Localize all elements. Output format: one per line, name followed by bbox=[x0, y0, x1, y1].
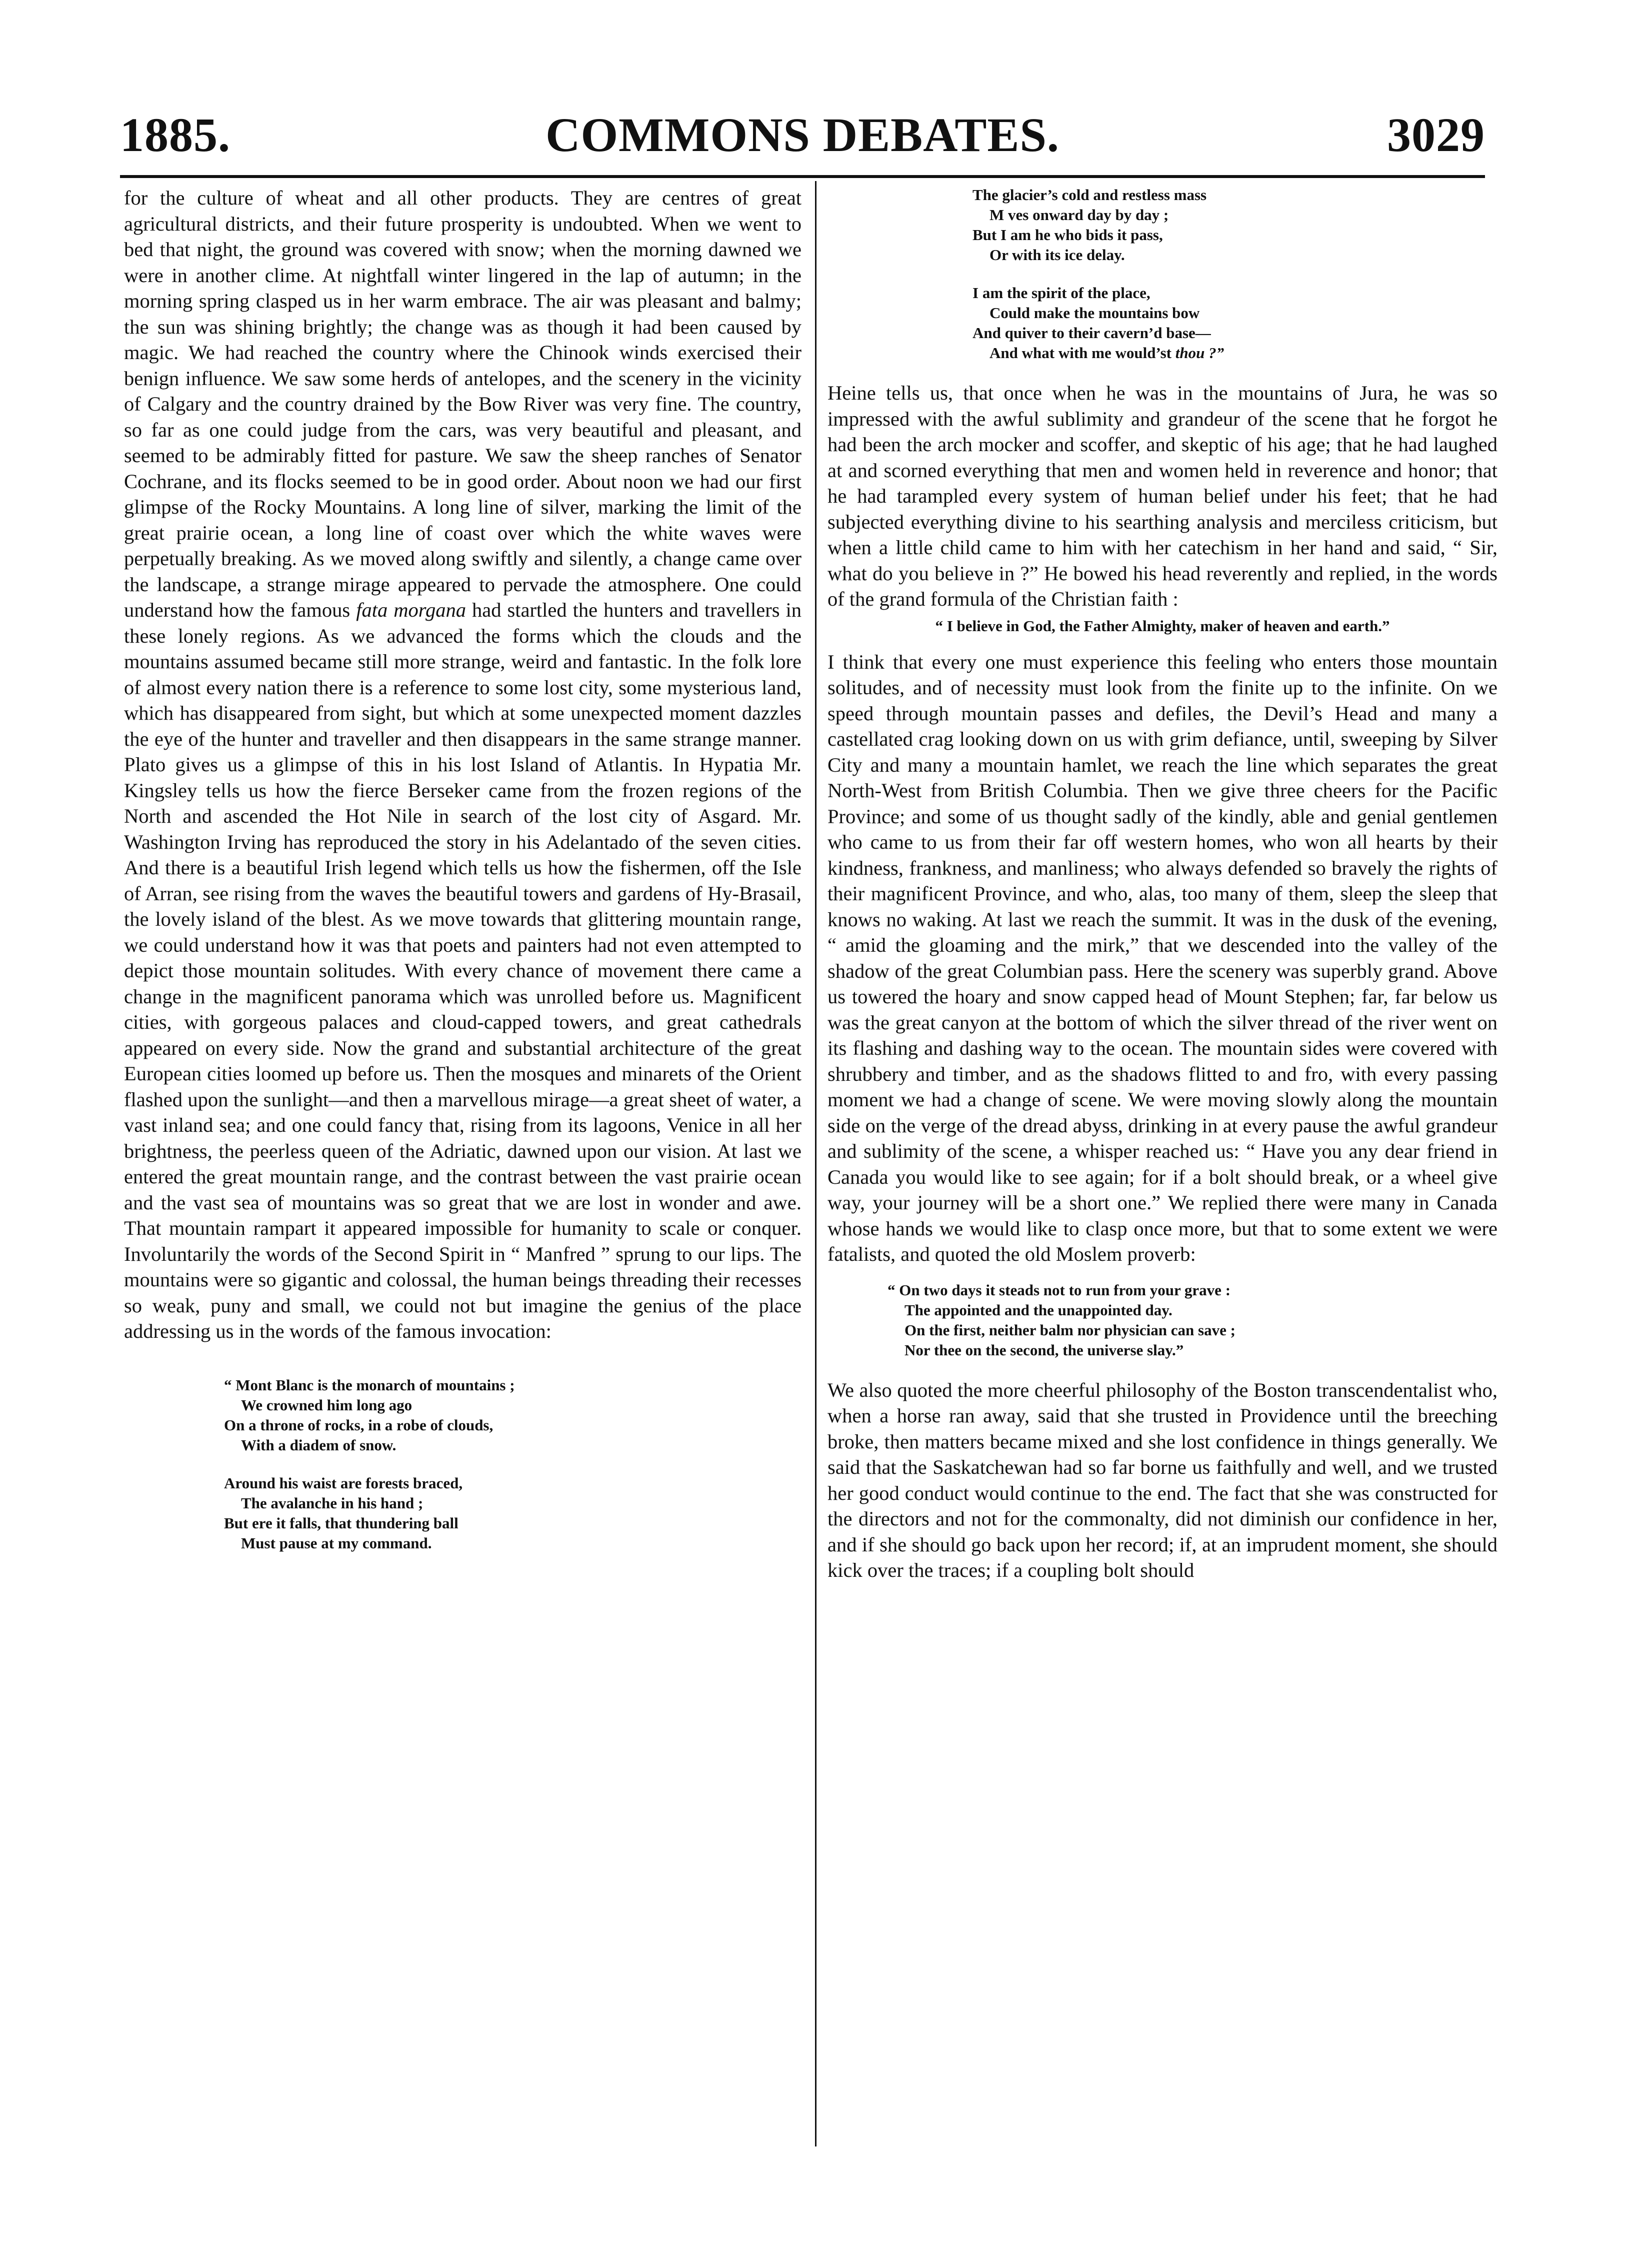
poem-line: “ Mont Blanc is the monarch of mountains ; bbox=[224, 1376, 515, 1394]
italic-term: fata morgana bbox=[356, 599, 466, 621]
stanza-break bbox=[224, 1455, 802, 1473]
page-header bbox=[120, 105, 1485, 170]
stanza-break bbox=[972, 265, 1498, 283]
publication-title: COMMONS DEBATES. bbox=[546, 108, 1060, 162]
mountain-paragraph: I think that every one must experience this feeling who enters those mountain solitudes, and of necessity must look from the finite up to the infinite. On we speed through mountain passes and defiles, the Devil’s Head and many a castellated crag looking down on us with grim defiance, until, sweeping by Silver City and many a mountain hamlet, we reach the line which separates the great North-West from British Columbia. Then we give three cheers for the Pacific Province; and some of us thought sadly of the kindly, able and genial gentlemen who came to us from their far off western homes, who won all hearts by their kindness, frankness, and manliness; who always defended so bravely the rights of their magnificent Province, and who, alas, too many of them, sleep the sleep that knows no waking. At last we reach the summit. It was in the dusk of the evening, “ amid the gloaming and the mirk,” that we descended into the valley of the shadow of the great Columbian pass. Here the scenery was superbly grand. Above us towered the hoary and snow capped head of Mount Stephen; far, far below us was the great canyon at the bottom of which the silver thread of the river went on its flashing and dashing way to the ocean. The mountain sides were covered with shrubbery and timber, and as the shadows flitted to and fro, with every passing moment we had a change of scene. We were moving slowly along the mountain side on the verge of the dread abyss, drinking in at every pause the awful grandeur and sublimity of the scene, a whisper reached us: “ Have you any dear friend in Canada you would like to see again; for if a bolt should break, or a wheel give way, your journey will be a short one.” We replied there were many in Canada whose hands we would like to clasp once more, but that to some extent we were fatalists, and quoted the old Moslem proverb: bbox=[828, 650, 1498, 1265]
poem-italic-word: thou ?” bbox=[1175, 344, 1224, 362]
poem-line-text: And what with me would’st bbox=[990, 344, 1172, 362]
poem-line: And quiver to their cavern’d base— bbox=[972, 324, 1211, 342]
page-number: 3029 bbox=[1387, 108, 1485, 162]
poem-line: Must pause at my command. bbox=[241, 1534, 432, 1552]
manfred-poem-right bbox=[828, 185, 1498, 363]
creed-quote: “ I believe in God, the Father Almighty, maker of heaven and earth.” bbox=[935, 617, 1390, 635]
heine-paragraph: Heine tells us, that once when he was in the mountains of Jura, he was so impressed with the awful sublimity and grandeur of the scene that he forgot he had been the arch mocker and scoffer, and skeptic of his age; that he had laughed at and scorned everything that men and women held in reverence and honor; that he had tarampled every system of human belief under his feet; that he had subjected everything divine to his searthing analysis and merciless criticism, but when a little child came to him with her catechism in her hand and said, “ Sir, what do you believe in ?” He bowed his head reverently and replied, in the words of the grand formula of the Christian faith : bbox=[828, 382, 1498, 610]
poem-line: The avalanche in his hand ; bbox=[241, 1494, 424, 1512]
header-rule bbox=[120, 175, 1485, 178]
proverb-line: On the first, neither balm nor physician can save ; bbox=[904, 1321, 1236, 1339]
poem-line: But ere it falls, that thundering ball bbox=[224, 1514, 458, 1532]
left-column bbox=[124, 185, 802, 1570]
header-year: 1885. bbox=[120, 108, 230, 162]
poem-line: M ves onward day by day ; bbox=[990, 206, 1169, 224]
left-paragraph-text: for the culture of wheat and all other products. They are centres of great agricultural districts, and their future prosperity is undoubted. When we went to bed that night, the ground was covered with snow; when the morning dawned we were in another clime. At nightfall winter lingered in the lap of autumn; in the morning spring clasped us in her warm embrace. The air was pleasant and balmy; the sun was shining brightly; the change was as though it had been caused by magic. We had reached the country where the Chinook winds exercised their benign influence. We saw some herds of antelopes, and the scenery in the vicinity of Calgary and the country drained by the Bow River was very fine. The country, so far as one could judge from the cars, was very beautiful and pleasant, and seemed to be admirably fitted for pasture. We saw the sheep ranches of Senator Cochrane, and its flocks seemed to be in good order. About noon we had our first glimpse of the Rocky Mountains. A long line of silver, marking the limit of the great prairie ocean, a long line of coast over which the white waves were perpetually breaking. As we moved along swiftly and silently, a change came over the landscape, a strange mirage appeared to pervade the atmosphere. One could understand how the famous bbox=[124, 187, 802, 621]
column-divider bbox=[815, 181, 816, 2146]
poem-line: We crowned him long ago bbox=[241, 1396, 412, 1414]
poem-line: I am the spirit of the place, bbox=[972, 284, 1150, 302]
left-paragraph bbox=[124, 185, 802, 1344]
poem-line: But I am he who bids it pass, bbox=[972, 226, 1163, 244]
poem-line: Could make the mountains bow bbox=[990, 304, 1200, 322]
poem-line: The glacier’s cold and restless mass bbox=[972, 186, 1207, 204]
right-column bbox=[828, 185, 1498, 1583]
poem-line: With a diadem of snow. bbox=[241, 1436, 396, 1454]
philosophy-paragraph: We also quoted the more cheerful philosophy of the Boston transcendentalist who, when a horse ran away, said that she trusted in Providence until the breeching broke, then matters became mixed and she lost confidence in things generally. We said that the Saskatchewan had so far borne us faithfully and well, and we trusted her good conduct would continue to the end. The fact that she was constructed for the directors and not for the commonalty, did not diminish our confidence in her, and if she should go back upon her record; if, at an imprudent moment, she should kick over the traces; if a coupling bolt should bbox=[828, 1378, 1498, 1581]
poem-line bbox=[972, 343, 1498, 363]
manfred-poem-left bbox=[124, 1375, 802, 1553]
proverb-line: The appointed and the unappointed day. bbox=[904, 1301, 1172, 1319]
poem-line: On a throne of rocks, in a robe of clouds, bbox=[224, 1416, 494, 1434]
poem-line: Around his waist are forests braced, bbox=[224, 1474, 463, 1492]
left-paragraph-continued: had startled the hunters and travellers in these lonely regions. As we advanced the forms which the clouds and the mountains assumed became still more strange, weird and fantastic. In the folk lore of almost every nation there is a reference to some lost city, some mysterious land, which has disappeared from sight, but which at some unexpected moment dazzles the eye of the hunter and traveller and then disappears in the same strange manner. Plato gives us a glimpse of this in his lost Island of Atlantis. In Hypatia Mr. Kingsley tells us how the fierce Berseker came from the frozen regions of the North and ascended the Hot Nile in search of the lost city of Asgard. Mr. Washington Irving has reproduced the story in his Adelantado of the seven cities. And there is a beautiful Irish legend which tells us how the fishermen, off the Isle of Arran, see rising from the waves the beautiful towers and gardens of Hy-Brasail, the lovely island of the blest. As we move towards that glittering mountain range, we could understand how it was that poets and painters had not even attempted to depict those mountain solitudes. With every chance of movement there came a change in the magnificent panorama which was unrolled before us. Magnificent cities, with gorgeous palaces and cloud-capped towers, and great cathedrals appeared on every side. Now the grand and substantial architecture of the great European cities loomed up before us. Then the mosques and minarets of the Orient flashed upon the sunlight—and then a marvellous mirage—a great sheet of water, a vast inland sea; and one could fancy that, rising from its lagoons, Venice in all her brightness, the peerless queen of the Adriatic, dawned upon our vision. At last we entered the great mountain range, and the contrast between the vast prairie ocean and the vast sea of mountains was so great that we are lost in wonder and awe. That mountain rampart it appeared impossible for humanity to scale or conquer. Involuntarily the words of the Second Spirit in “ Manfred ” sprung to our lips. The mountains were so gigantic and colossal, the human beings threading their recesses so weak, puny and small, we could not but imagine the genius of the place addressing us in the words of the famous invocation: bbox=[124, 599, 802, 1342]
proverb-line: Nor thee on the second, the universe slay.” bbox=[904, 1341, 1184, 1359]
proverb-line: “ On two days it steads not to run from your grave : bbox=[888, 1281, 1231, 1299]
poem-line: Or with its ice delay. bbox=[990, 246, 1125, 264]
moslem-proverb bbox=[828, 1280, 1498, 1360]
